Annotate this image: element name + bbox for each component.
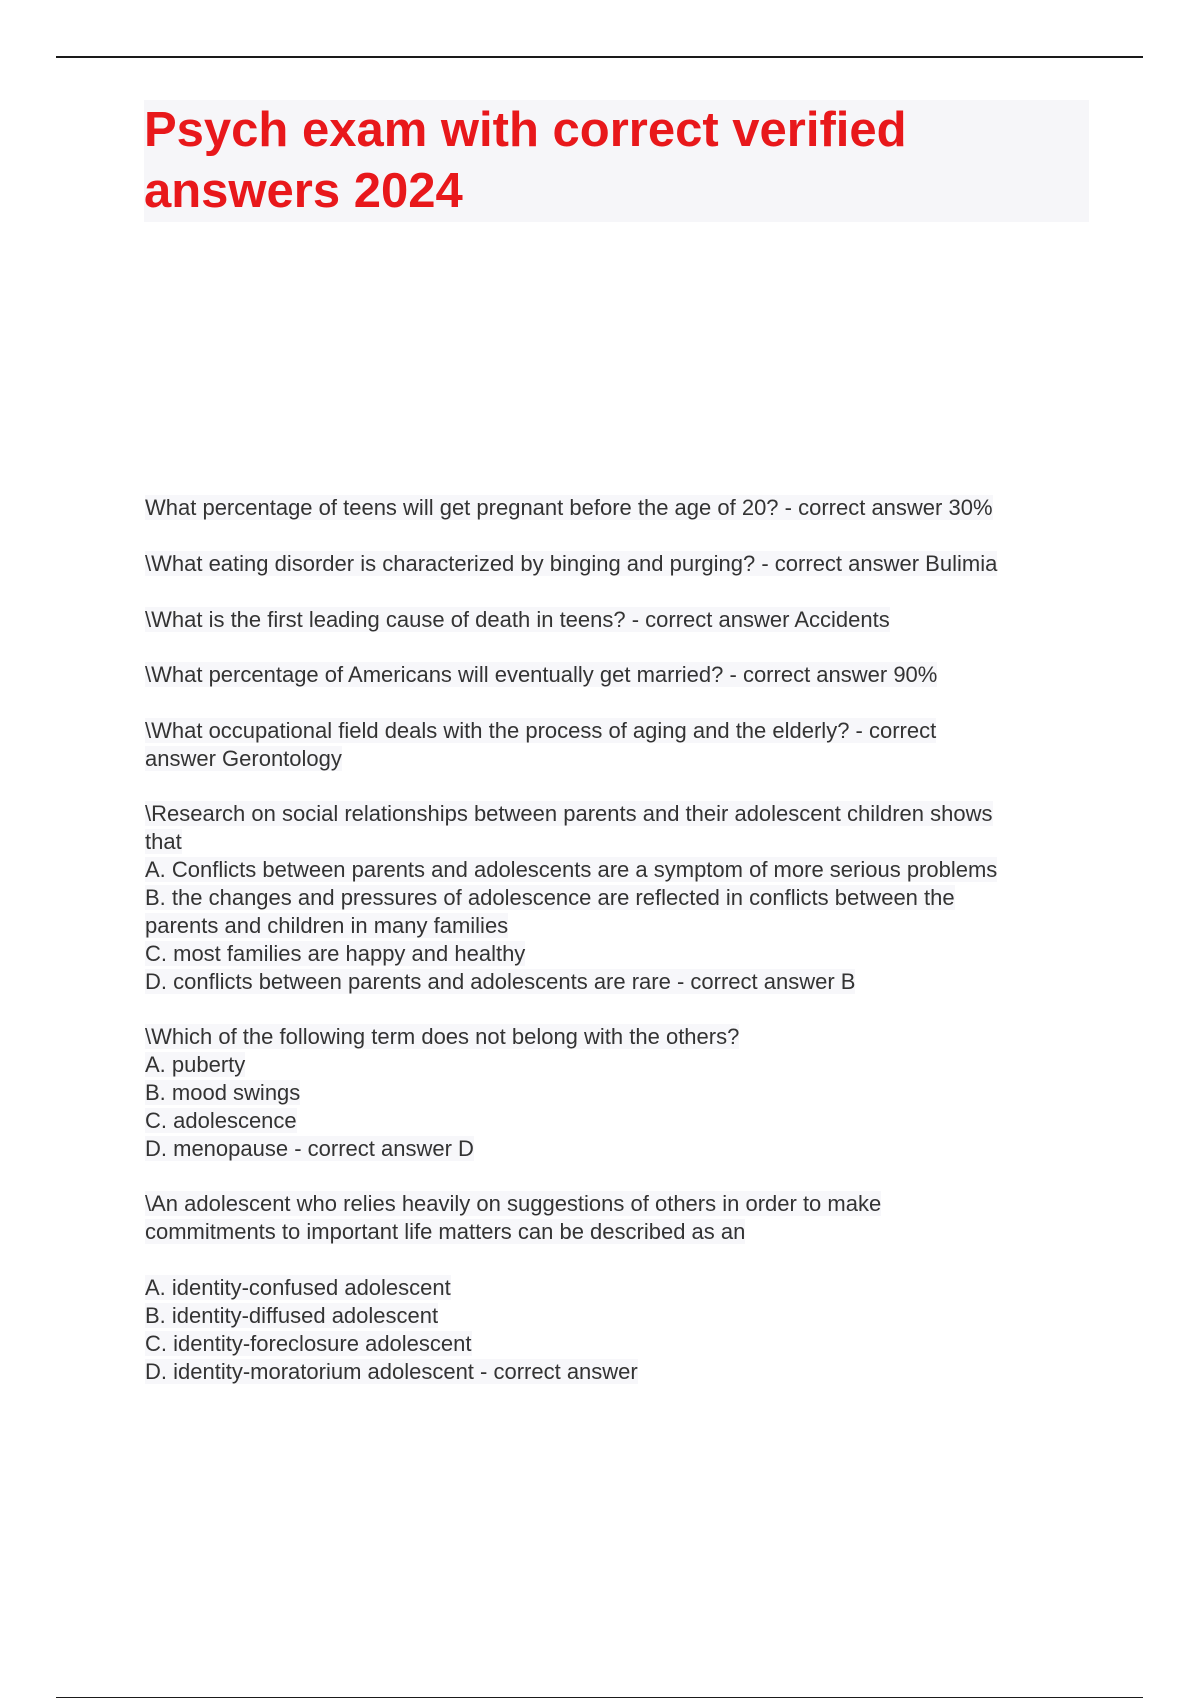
qa-option: C. most families are happy and healthy xyxy=(145,941,526,966)
qa-option: B. identity-diffused adolescent xyxy=(145,1303,439,1328)
qa-line: \What occupational field deals with the process of aging and the elderly? - correct xyxy=(145,718,937,743)
title-box xyxy=(144,100,1089,222)
title-line: answers 2024 xyxy=(144,164,463,218)
qa-option: D. conflicts between parents and adolescents are rare - correct answer B xyxy=(145,969,856,994)
qa-line: \An adolescent who relies heavily on suggestions of others in order to make xyxy=(145,1191,882,1216)
bottom-rule xyxy=(56,1697,1143,1698)
qa-option: C. adolescence xyxy=(145,1108,297,1133)
qa-line: \What is the first leading cause of death in teens? - correct answer Accidents xyxy=(145,607,890,632)
top-rule xyxy=(56,56,1143,58)
qa-line: \Which of the following term does not belong with the others? xyxy=(145,1024,740,1049)
qa-line: What percentage of teens will get pregnant before the age of 20? - correct answer 30% xyxy=(145,495,993,520)
qa-line: that xyxy=(145,829,182,854)
qa-line: \What percentage of Americans will eventually get married? - correct answer 90% xyxy=(145,662,938,687)
document-title xyxy=(144,100,1089,222)
qa-item-8 xyxy=(145,1190,1085,1246)
qa-option: C. identity-foreclosure adolescent xyxy=(145,1331,472,1356)
title-line: Psych exam with correct verified xyxy=(144,103,907,157)
qa-item-8-options xyxy=(145,1274,1085,1386)
qa-item-3 xyxy=(145,606,1085,634)
qa-line: answer Gerontology xyxy=(145,746,342,771)
qa-line: commitments to important life matters can be described as an xyxy=(145,1219,746,1244)
qa-item-5 xyxy=(145,717,1085,773)
qa-option: B. the changes and pressures of adolescence are reflected in conflicts between the xyxy=(145,885,955,910)
qa-item-7 xyxy=(145,1023,1085,1163)
qa-item-6 xyxy=(145,800,1085,996)
qa-line: \What eating disorder is characterized by binging and purging? - correct answer Bulimia xyxy=(145,551,998,576)
qa-option: D. identity-moratorium adolescent - correct answer xyxy=(145,1359,638,1384)
qa-line: \Research on social relationships between parents and their adolescent children shows xyxy=(145,801,993,826)
qa-option: D. menopause - correct answer D xyxy=(145,1136,474,1161)
qa-item-2 xyxy=(145,550,1085,578)
qa-option: A. identity-confused adolescent xyxy=(145,1275,451,1300)
qa-option: A. puberty xyxy=(145,1052,246,1077)
qa-option: B. mood swings xyxy=(145,1080,301,1105)
qa-option: parents and children in many families xyxy=(145,913,509,938)
qa-option: A. Conflicts between parents and adolescents are a symptom of more serious problems xyxy=(145,857,998,882)
qa-item-1 xyxy=(145,494,1085,522)
qa-item-4 xyxy=(145,661,1085,689)
